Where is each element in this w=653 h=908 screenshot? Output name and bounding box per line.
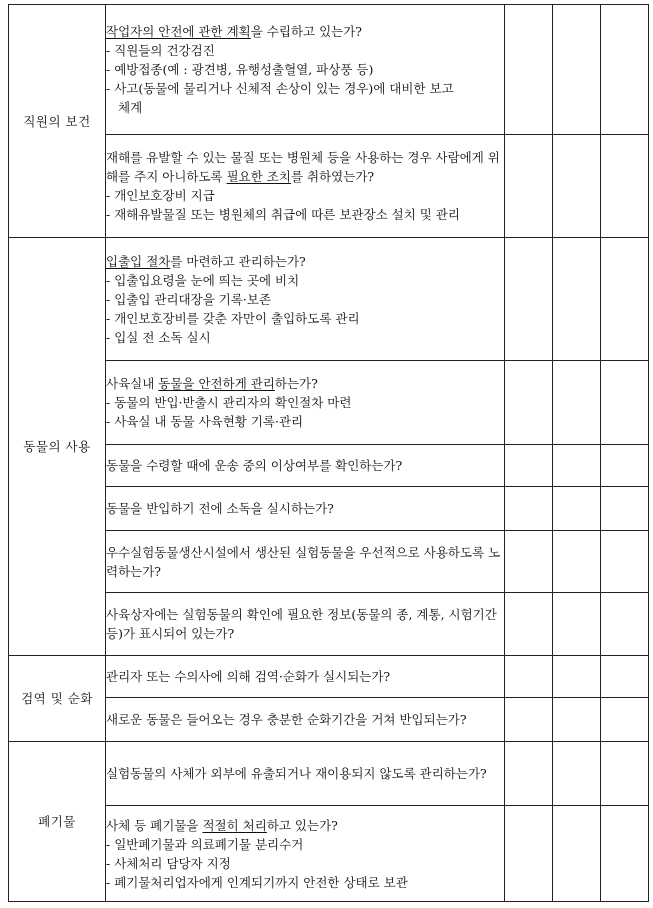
bullet-item: - 사육실 내 동물 사육현황 기록·관리 xyxy=(106,414,304,429)
check-cell-2[interactable] xyxy=(553,238,601,361)
check-cell-3[interactable] xyxy=(601,487,649,531)
bullet-item: - 동물의 반입·반출시 관리자의 확인절차 마련 xyxy=(106,395,352,410)
check-cell-3[interactable] xyxy=(601,135,649,238)
check-cell-3[interactable] xyxy=(601,5,649,135)
check-cell-2[interactable] xyxy=(553,698,601,742)
question-text: 실험동물의 사체가 외부에 유출되거나 재이용되지 않도록 관리하는가? xyxy=(106,766,487,781)
bullet-item: - 입출입요령을 눈에 띄는 곳에 비치 xyxy=(106,272,300,288)
check-cell-3[interactable] xyxy=(601,238,649,361)
check-cell-1[interactable] xyxy=(505,531,553,593)
check-cell-2[interactable] xyxy=(553,806,601,902)
question-cell xyxy=(106,742,505,806)
check-cell-1[interactable] xyxy=(505,445,553,487)
check-cell-3[interactable] xyxy=(601,698,649,742)
check-cell-2[interactable] xyxy=(553,531,601,593)
question-cell xyxy=(106,445,505,487)
question-cell xyxy=(106,361,505,445)
check-cell-3[interactable] xyxy=(601,531,649,593)
question-cell xyxy=(106,593,505,656)
category-cell: 동물의 사용 xyxy=(9,238,106,656)
checklist-row xyxy=(9,742,649,806)
question-text: 입출입 절차를 마련하고 관리하는가? xyxy=(106,253,306,269)
check-cell-3[interactable] xyxy=(601,593,649,656)
check-cell-1[interactable] xyxy=(505,135,553,238)
check-cell-1[interactable] xyxy=(505,5,553,135)
checklist-row xyxy=(9,238,649,361)
category-cell: 폐기물 xyxy=(9,742,106,902)
check-cell-3[interactable] xyxy=(601,445,649,487)
check-cell-3[interactable] xyxy=(601,742,649,806)
bullet-item: - 폐기물처리업자에게 인계되기까지 안전한 상태로 보관 xyxy=(106,874,408,890)
check-cell-2[interactable] xyxy=(553,445,601,487)
check-cell-3[interactable] xyxy=(601,806,649,902)
check-cell-1[interactable] xyxy=(505,742,553,806)
bullet-continuation: 체계 xyxy=(118,100,143,115)
question-cell xyxy=(106,135,505,238)
checklist-table xyxy=(8,4,649,902)
question-cell xyxy=(106,698,505,742)
category-cell: 검역 및 순화 xyxy=(9,656,106,742)
bullet-item: - 사고(동물에 물리거나 신체적 손상이 있는 경우)에 대비한 보고 xyxy=(106,81,454,96)
question-cell xyxy=(106,656,505,698)
check-cell-2[interactable] xyxy=(553,593,601,656)
check-cell-3[interactable] xyxy=(601,656,649,698)
check-cell-1[interactable] xyxy=(505,656,553,698)
question-text: 재해를 유발할 수 있는 물질 또는 병원체 등을 사용하는 경우 사람에게 위해를 주지 아니하도록 필요한 조치를 취하였는가? xyxy=(106,150,500,184)
check-cell-1[interactable] xyxy=(505,806,553,902)
question-text: 동물을 수령할 때에 운송 중의 이상여부를 확인하는가? xyxy=(106,458,403,473)
checklist-row xyxy=(9,5,649,135)
check-cell-2[interactable] xyxy=(553,5,601,135)
question-text: 사육실내 동물을 안전하게 관리하는가? xyxy=(106,376,318,391)
check-cell-1[interactable] xyxy=(505,698,553,742)
question-text: 작업자의 안전에 관한 계획을 수립하고 있는가? xyxy=(106,24,362,39)
question-text: 우수실험동물생산시설에서 생산된 실험동물을 우선적으로 사용하도록 노력하는가? xyxy=(106,544,501,579)
category-cell: 직원의 보건 xyxy=(9,5,106,238)
question-cell xyxy=(106,238,505,361)
check-cell-1[interactable] xyxy=(505,238,553,361)
bullet-item: - 재해유발물질 또는 병원체의 취급에 따른 보관장소 설치 및 관리 xyxy=(106,207,460,222)
question-text: 사체 등 폐기물을 적절히 처리하고 있는가? xyxy=(106,817,338,833)
bullet-item: - 사체처리 담당자 지정 xyxy=(106,855,231,871)
check-cell-2[interactable] xyxy=(553,135,601,238)
question-text: 관리자 또는 수의사에 의해 검역·순화가 실시되는가? xyxy=(106,669,391,684)
checklist-row xyxy=(9,656,649,698)
check-cell-3[interactable] xyxy=(601,361,649,445)
bullet-item: - 입실 전 소독 실시 xyxy=(106,329,211,345)
check-cell-2[interactable] xyxy=(553,361,601,445)
question-cell xyxy=(106,487,505,531)
check-cell-2[interactable] xyxy=(553,656,601,698)
check-cell-2[interactable] xyxy=(553,742,601,806)
question-text: 사육상자에는 실험동물의 확인에 필요한 정보(동물의 종, 계통, 시험기간 등)가 표시되어 있는가? xyxy=(106,607,497,641)
check-cell-1[interactable] xyxy=(505,487,553,531)
question-text: 동물을 반입하기 전에 소독을 실시하는가? xyxy=(106,501,334,516)
bullet-item: - 직원들의 건강검진 xyxy=(106,43,215,58)
question-cell xyxy=(106,531,505,593)
bullet-item: - 개인보호장비를 갖춘 자만이 출입하도록 관리 xyxy=(106,310,360,326)
bullet-item: - 일반폐기물과 의료폐기물 분리수거 xyxy=(106,836,304,852)
bullet-item: - 개인보호장비 지급 xyxy=(106,188,215,203)
bullet-item: - 입출입 관리대장을 기록·보존 xyxy=(106,291,272,307)
check-cell-2[interactable] xyxy=(553,487,601,531)
bullet-item: - 예방접종(예 : 광견병, 유행성출혈열, 파상풍 등) xyxy=(106,62,374,77)
question-cell xyxy=(106,5,505,135)
check-cell-1[interactable] xyxy=(505,593,553,656)
check-cell-1[interactable] xyxy=(505,361,553,445)
question-text: 새로운 동물은 들어오는 경우 충분한 순화기간을 거쳐 반입되는가? xyxy=(106,712,467,727)
question-cell xyxy=(106,806,505,902)
